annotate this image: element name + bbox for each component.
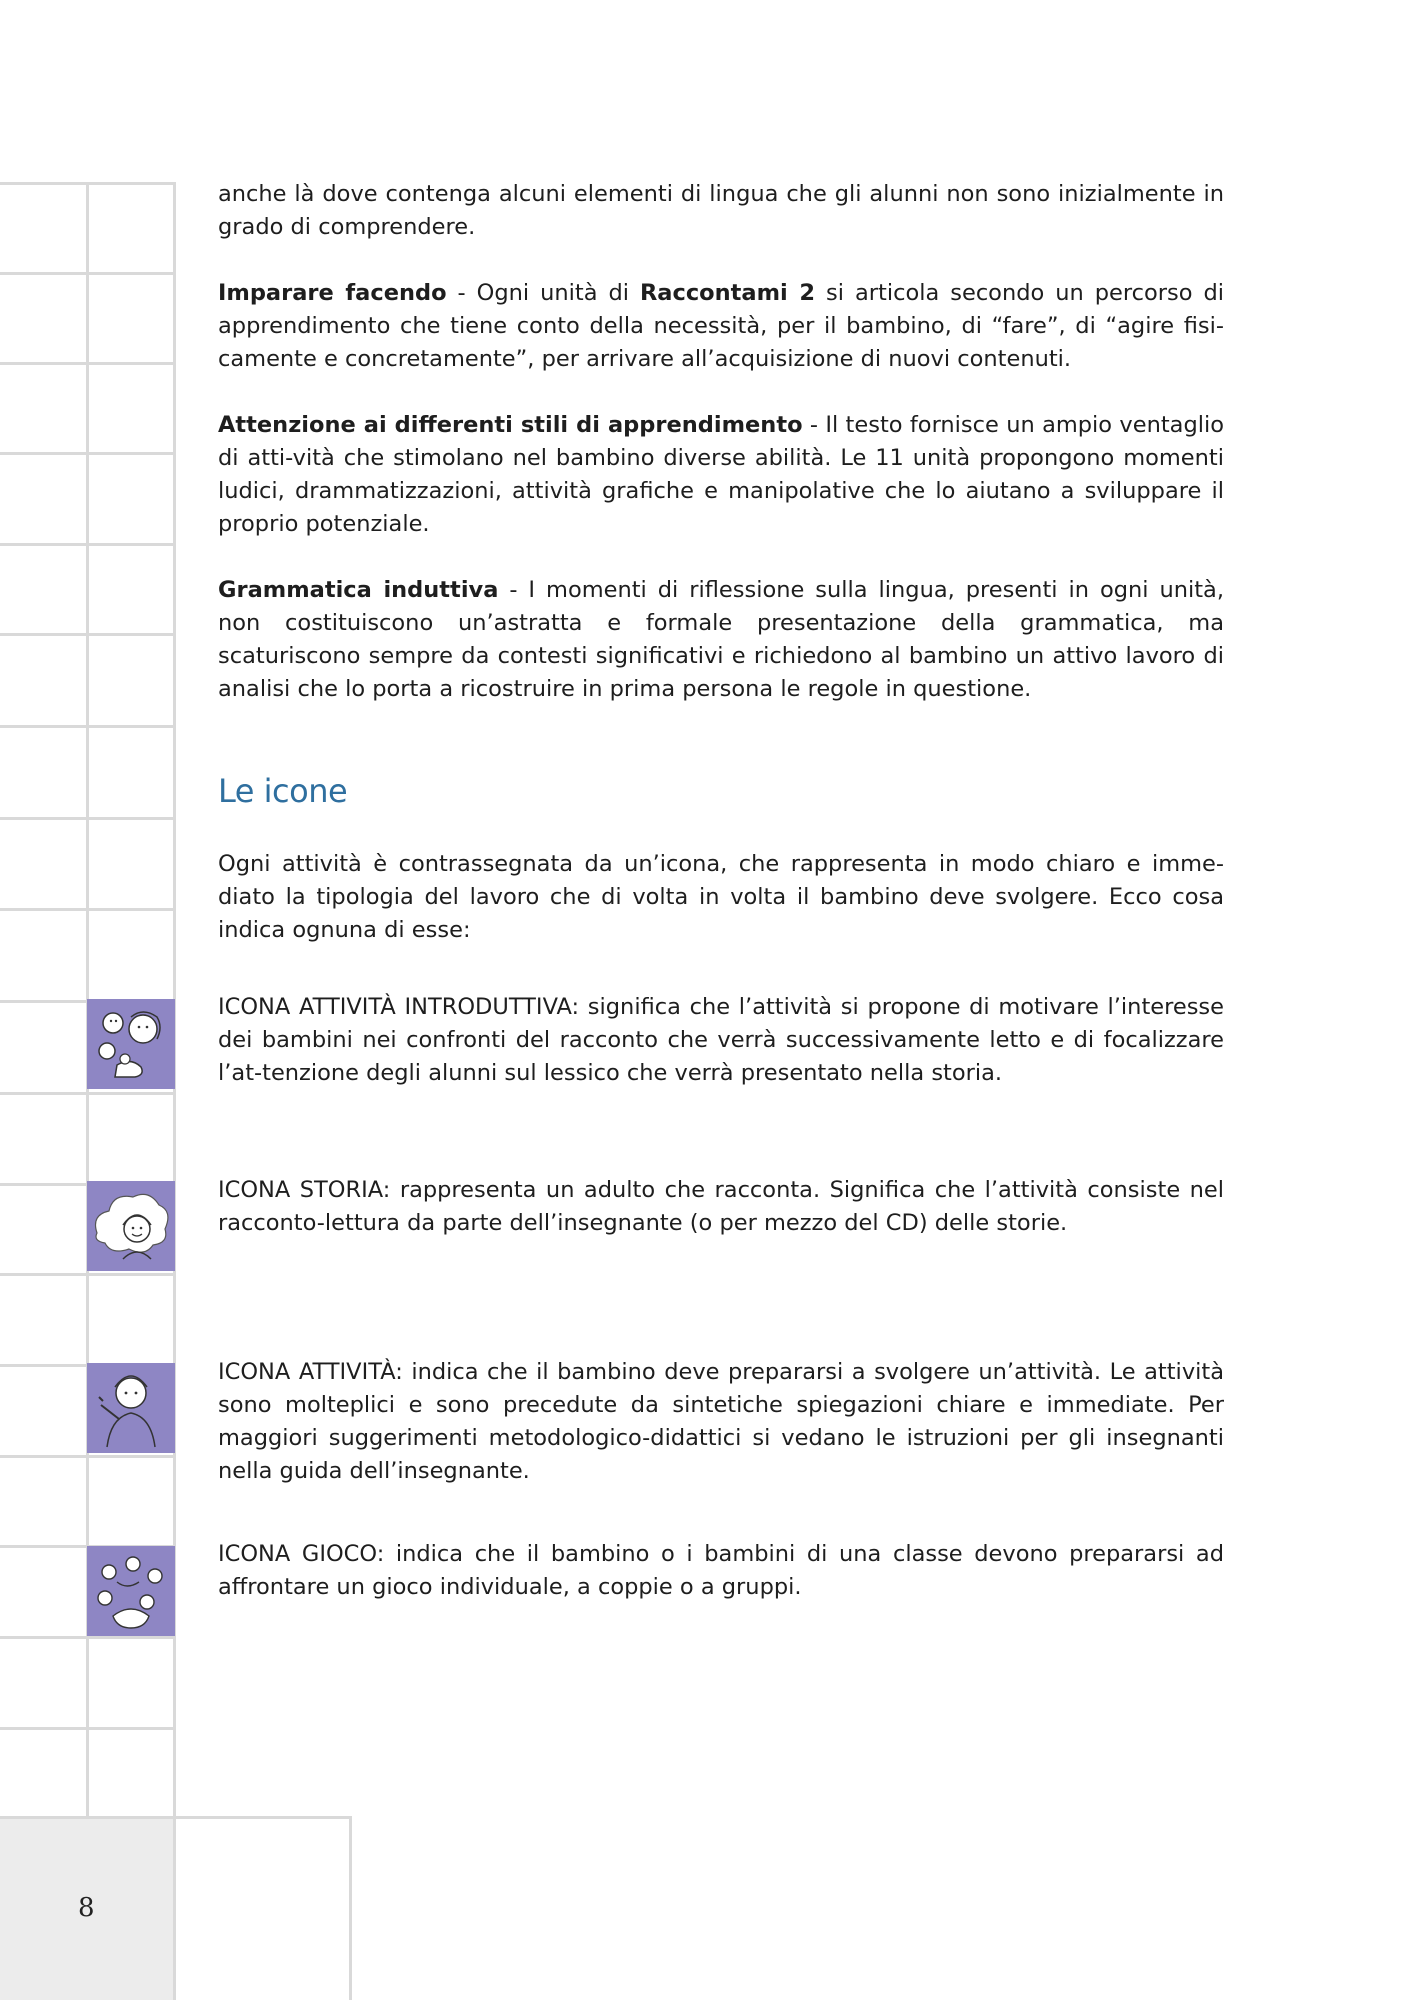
- section-title-icone: Le icone: [218, 772, 348, 810]
- grid-hline: [0, 1455, 176, 1458]
- introductory-activity-icon: [87, 999, 175, 1089]
- icon-description-text: ICONA ATTIVITÀ: indica che il bambino deve prepararsi a svolgere un’attività. Le attività sono molteplici e sono precedute da sintetiche spiegazioni chiare e immediate. Per maggiori suggerimenti metodologico-didattici si vedano le istruzioni per gli insegnanti nella guida dell’insegnante.: [218, 1359, 1224, 1484]
- grid-hline: [0, 1816, 352, 1819]
- story-icon: [87, 1181, 175, 1271]
- heading-raccontami: Raccontami 2: [639, 280, 816, 306]
- icon-description-gioco: [218, 1538, 1224, 1604]
- activity-icon: [87, 1363, 175, 1453]
- grid-hline: [0, 725, 176, 728]
- paragraph-grammatica-induttiva: [218, 574, 1224, 706]
- icon-description-attivita: [218, 1356, 1224, 1488]
- grid-hline: [0, 1092, 176, 1095]
- grid-hline: [0, 633, 176, 636]
- paragraph-text: - I momenti di riflessione sulla lingua, presenti in ogni unità, non costituiscono un’astratta e formale presentazione della grammatica, ma scaturiscono sempre da contesti significativi e richiedono al bambino un attivo lavoro di analisi che lo porta a ricostruire in prima persona le regole in questione.: [218, 577, 1224, 702]
- paragraph-text: - Ogni unità di: [446, 280, 640, 306]
- grid-hline: [0, 1727, 176, 1730]
- grid-hline: [0, 1636, 176, 1639]
- grid-hline: [0, 272, 176, 275]
- icons-intro: [218, 848, 1224, 947]
- grid-hline: [0, 182, 176, 185]
- grid-hline: [0, 1273, 176, 1276]
- grid-vline: [349, 1816, 352, 2000]
- page-number: 8: [78, 1893, 95, 1923]
- icons-intro-text: Ogni attività è contrassegnata da un’icona, che rappresenta in modo chiaro e imme-diato la tipologia del lavoro che di volta in volta il bambino deve svolgere. Ecco cosa indica ognuna di esse:: [218, 851, 1224, 943]
- intro-continuation: anche là dove contenga alcuni elementi di lingua che gli alunni non sono inizialmente in grado di comprendere.: [218, 181, 1224, 240]
- heading-imparare-facendo: Imparare facendo: [218, 280, 447, 306]
- icon-description-text: ICONA ATTIVITÀ INTRODUTTIVA: significa che l’attività si propone di motivare l’interesse dei bambini nei confronti del racconto che verrà successivamente letto e di focalizzare l’at-tenzione degli alunni sul lessico che verrà presentato nella storia.: [218, 994, 1224, 1086]
- game-icon: [87, 1546, 175, 1636]
- grid-hline: [0, 908, 176, 911]
- heading-grammatica-induttiva: Grammatica induttiva: [218, 577, 499, 603]
- paragraph-stili-apprendimento: [218, 409, 1224, 541]
- icon-description-text: ICONA STORIA: rappresenta un adulto che racconta. Significa che l’attività consiste nel racconto-lettura da parte dell’insegnante (o per mezzo del CD) delle storie.: [218, 1177, 1224, 1236]
- heading-stili-apprendimento: Attenzione ai differenti stili di apprendimento: [218, 412, 803, 438]
- icon-description-text: ICONA GIOCO: indica che il bambino o i bambini di una classe devono prepararsi ad affrontare un gioco individuale, a coppie o a gruppi.: [218, 1541, 1224, 1600]
- paragraph-text: si articola secondo un percorso di apprendimento che tiene conto della necessità, per il bambino, di “fare”, di “agire fisi-camente e concretamente”, per arrivare all’acquisizione di nuovi contenuti.: [218, 280, 1224, 372]
- grid-hline: [0, 817, 176, 820]
- icon-description-storia: [218, 1174, 1224, 1240]
- icon-description-introduttiva: [218, 991, 1224, 1090]
- paragraph-imparare-facendo: [218, 277, 1224, 376]
- grid-hline: [0, 362, 176, 365]
- grid-hline: [0, 543, 176, 546]
- paragraph-text: - Il testo fornisce un ampio ventaglio di atti-vità che stimolano nel bambino diverse abilità. Le 11 unità propongono momenti ludici, drammatizzazioni, attività grafiche e manipolative che lo aiutano a sviluppare il proprio potenziale.: [218, 412, 1224, 537]
- grid-hline: [0, 452, 176, 455]
- main-text: [218, 178, 1224, 706]
